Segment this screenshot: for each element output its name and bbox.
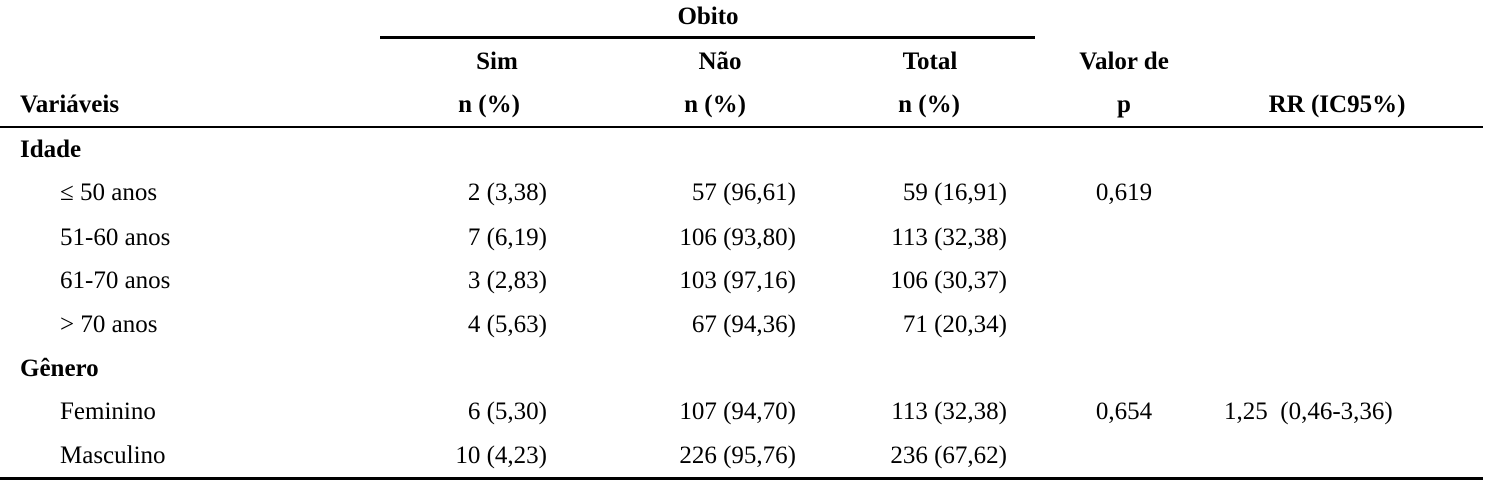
row-label: 61-70 anos [60, 267, 171, 294]
col-header-nao: Não [698, 48, 742, 75]
group-header-rule [380, 36, 1035, 39]
cell-nao: 226 (95,76) [679, 442, 796, 469]
row-label: > 70 anos [60, 311, 158, 338]
col-header-total-unit: n (%) [898, 91, 960, 118]
col-header-variables: Variáveis [20, 91, 120, 118]
cell-total: 59 (16,91) [902, 179, 1007, 206]
cell-total: 113 (32,38) [891, 398, 1007, 425]
cell-total: 71 (20,34) [902, 311, 1007, 338]
cell-total: 106 (30,37) [890, 267, 1007, 294]
group-header-obito: Obito [677, 3, 739, 30]
header-bottom-rule [0, 126, 1483, 128]
row-label: Feminino [60, 398, 156, 425]
col-header-sim-unit: n (%) [458, 91, 520, 118]
section-title-genero: Gênero [20, 355, 99, 382]
row-label: Masculino [60, 442, 166, 469]
col-header-pvalue-line1: Valor de [1079, 48, 1169, 75]
cell-sim: 6 (5,30) [467, 398, 547, 425]
cell-pvalue: 0,619 [1095, 179, 1153, 206]
section-title-idade: Idade [20, 136, 82, 163]
cell-nao: 103 (97,16) [679, 267, 796, 294]
cell-pvalue: 0,654 [1095, 398, 1153, 425]
row-label: 51-60 anos [60, 224, 171, 251]
col-header-total: Total [902, 48, 958, 75]
cell-total: 113 (32,38) [891, 224, 1007, 251]
cell-nao: 107 (94,70) [679, 398, 796, 425]
col-header-sim: Sim [476, 48, 518, 75]
row-label: ≤ 50 anos [60, 179, 158, 206]
cell-nao: 106 (93,80) [679, 224, 796, 251]
col-header-pvalue-line2: p [1117, 91, 1131, 118]
cell-nao: 67 (94,36) [691, 311, 796, 338]
cell-sim: 2 (3,38) [467, 179, 547, 206]
cell-rr: 1,25 (0,46-3,36) [1224, 398, 1393, 425]
cell-sim: 3 (2,83) [467, 267, 547, 294]
cell-total: 236 (67,62) [890, 442, 1007, 469]
cell-sim: 10 (4,23) [455, 442, 547, 469]
col-header-rr: RR (IC95%) [1268, 91, 1406, 118]
cell-nao: 57 (96,61) [691, 179, 796, 206]
cell-sim: 4 (5,63) [467, 311, 547, 338]
col-header-nao-unit: n (%) [684, 91, 746, 118]
table-bottom-rule [0, 477, 1483, 480]
cell-sim: 7 (6,19) [467, 224, 547, 251]
